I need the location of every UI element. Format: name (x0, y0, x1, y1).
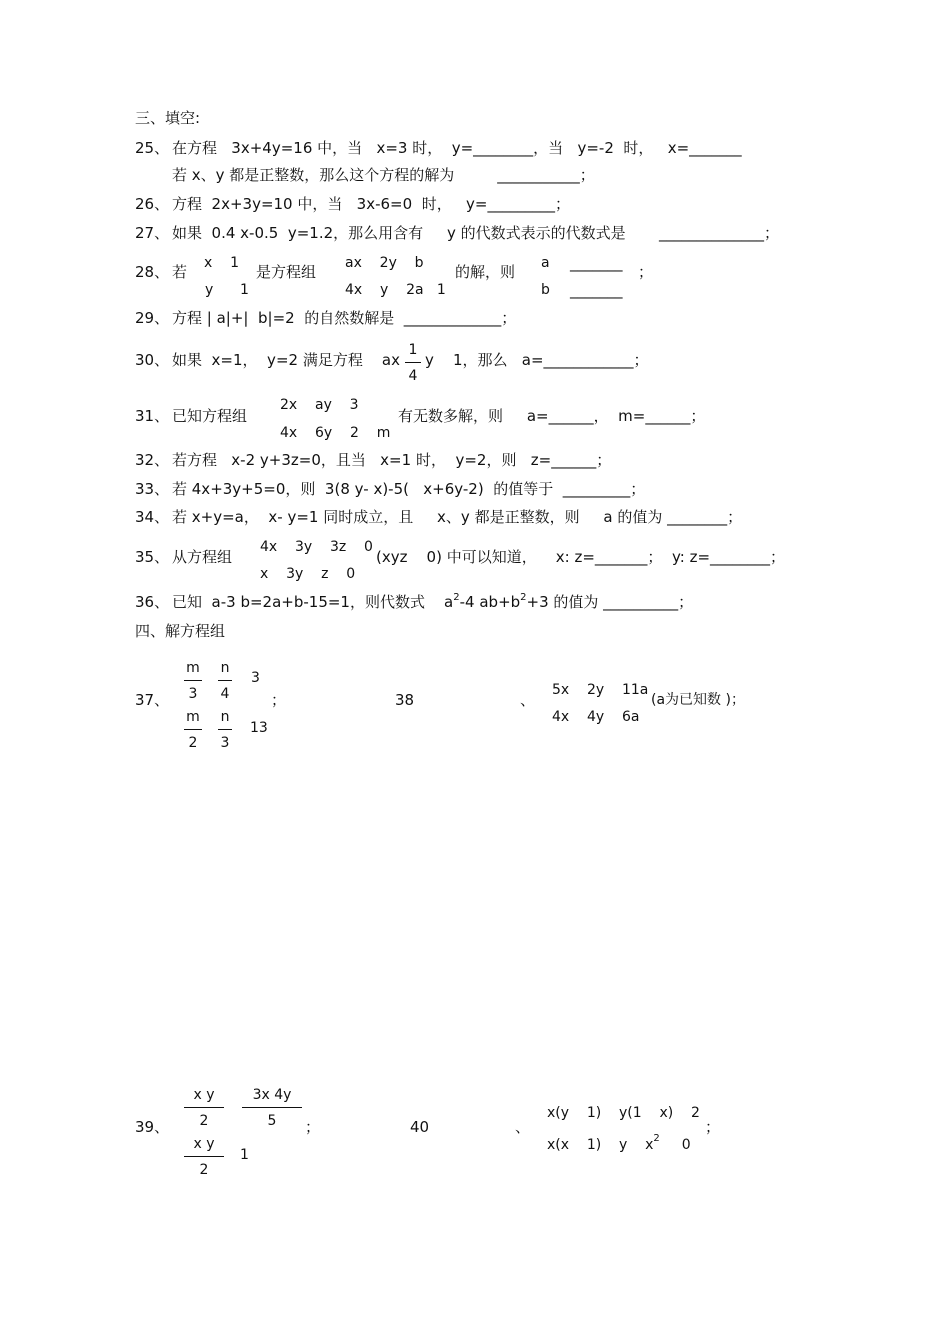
q37-frac-n4-bar (218, 680, 232, 681)
q39-frac2 (242, 1088, 302, 1128)
q34-number: 34、 (135, 508, 170, 526)
q37-rhs2: 13 (250, 720, 268, 736)
q28-system-row1: ax 2y b (345, 255, 424, 271)
q35-system-row1: 4x 3y 3z 0 (260, 539, 373, 555)
q37-rhs1: 3 (251, 670, 260, 686)
q31-number: 31、 (135, 407, 170, 425)
q37-frac-m3-num: m (186, 660, 200, 676)
q28-number: 28、 (135, 263, 170, 281)
q25-line2: 若 x、y 都是正整数，那么这个方程的解为 ___________； (172, 166, 595, 184)
q37-semicolon: ； (271, 691, 287, 709)
q36-number: 36、 (135, 593, 170, 611)
q40-row2-sup: 2 (653, 1133, 660, 1144)
q38-system-row1: 5x 2y 11a (552, 682, 649, 698)
q36-sup1: 2 (453, 592, 460, 603)
q39-frac2-num: 3x 4y (252, 1087, 292, 1103)
q26-text: 方程 2x+3y=10 中，当 3x-6=0 时， y=_________； (172, 195, 570, 213)
q38-separator: 、 (520, 691, 536, 709)
q30-post: y 1，那么 a=____________； (425, 351, 649, 369)
q37-frac-n3-num: n (220, 709, 230, 725)
q28-var-b: b (541, 282, 550, 298)
q25-number: 25、 (135, 139, 170, 157)
q37-frac-n4-num: n (220, 660, 230, 676)
q31-system-row1: 2x ay 3 (280, 397, 359, 413)
q39-semicolon: ； (305, 1118, 321, 1136)
q28-blank-a: _______ (570, 254, 623, 272)
q30-fraction (405, 343, 421, 383)
q28-semicolon: ； (638, 263, 654, 281)
q32-text: 若方程 x-2 y+3z=0，且当 x=1 时， y=2，则 z=______； (172, 451, 612, 469)
q28-var-a: a (541, 255, 550, 271)
q35-post: (xyz 0) 中可以知道， x: z=_______； y: z=________； (376, 548, 786, 566)
q35-pre: 从方程组 (172, 548, 233, 566)
q40-row2-a: x(x 1) y x (547, 1137, 654, 1153)
q39-frac1-num: x y (193, 1087, 215, 1103)
q35-system-row2: x 3y z 0 (260, 566, 356, 582)
q39-number: 39、 (135, 1118, 170, 1136)
q26-number: 26、 (135, 195, 170, 213)
q37-frac-n3-den: 3 (220, 735, 230, 751)
q37-frac-m2 (184, 710, 202, 750)
q40-system-row1: x(y 1) y(1 x) 2 (547, 1105, 700, 1121)
q37-frac-m3-bar (184, 680, 202, 681)
q39-frac1 (184, 1088, 224, 1128)
q36-post: +3 的值为 __________； (526, 593, 694, 611)
q39-frac3-den: 2 (199, 1162, 209, 1178)
q34-text: 若 x+y=a， x- y=1 同时成立，且 x、y 都是正整数，则 a 的值为 ________； (172, 508, 743, 526)
q40-system-row2 (547, 1133, 691, 1153)
q28-matrix-row2: y 1 (205, 282, 249, 298)
q36-sup2: 2 (520, 592, 527, 603)
q30-frac-den: 4 (408, 368, 418, 384)
q30-frac-num: 1 (408, 342, 418, 358)
q40-row2-b: 0 (681, 1137, 691, 1153)
q28-system-row2: 4x y 2a 1 (345, 282, 446, 298)
q28-ruo: 若 (172, 263, 188, 281)
q27-number: 27、 (135, 224, 170, 242)
q39-frac2-bar (242, 1107, 302, 1108)
q33-number: 33、 (135, 480, 170, 498)
q37-frac-m2-bar (184, 729, 202, 730)
q37-frac-n4-den: 4 (220, 686, 230, 702)
q39-frac2-den: 5 (267, 1113, 277, 1129)
q39-frac1-bar (184, 1107, 224, 1108)
q30-number: 30、 (135, 351, 170, 369)
q36-mid: -4 ab+b (459, 593, 521, 611)
q40-semicolon: ； (705, 1118, 721, 1136)
q28-mid: 是方程组 (256, 263, 317, 281)
q39-rhs: 1 (240, 1147, 249, 1163)
q37-frac-n3-bar (218, 729, 232, 730)
q35-number: 35、 (135, 548, 170, 566)
q29-text: 方程 | a|+| b|=2 的自然数解是 _____________； (172, 309, 517, 327)
q40-number: 40 (410, 1118, 430, 1136)
q33-text: 若 4x+3y+5=0，则 3(8 y- x)-5( x+6y-2) 的值等于 _________； (172, 480, 646, 498)
q38-number: 38 (395, 691, 415, 709)
q31-post: 有无数多解，则 a=______， m=______； (398, 407, 706, 425)
q32-number: 32、 (135, 451, 170, 469)
q36-pre: 已知 a-3 b=2a+b-15=1，则代数式 a (172, 593, 454, 611)
q31-pre: 已知方程组 (172, 407, 248, 425)
q38-system-row2: 4x 4y 6a (552, 709, 640, 725)
q37-frac-m3 (184, 661, 202, 701)
section-fill-blank-heading: 三、填空: (135, 109, 201, 127)
q37-frac-n4 (218, 661, 232, 701)
q28-blank-b: _______ (570, 281, 623, 299)
section-solve-systems-heading: 四、解方程组 (135, 622, 226, 640)
q30-frac-bar (405, 362, 421, 363)
q37-frac-m2-den: 2 (188, 735, 198, 751)
q27-text: 如果 0.4 x-0.5 y=1.2，那么用含有 y 的代数式表示的代数式是 ______________； (172, 224, 780, 242)
q36-text (172, 592, 694, 611)
q37-number: 37、 (135, 691, 170, 709)
q29-number: 29、 (135, 309, 170, 327)
q39-frac1-den: 2 (199, 1113, 209, 1129)
q25-line1: 在方程 3x+4y=16 中，当 x=3 时， y=________，当 y=-2 时， x=_______ (172, 139, 742, 157)
q38-note: (a为已知数 )； (651, 692, 745, 708)
q28-matrix-row1: x 1 (204, 255, 239, 271)
q28-tail: 的解，则 (455, 263, 516, 281)
q37-frac-m3-den: 3 (188, 686, 198, 702)
q39-frac3-bar (184, 1156, 224, 1157)
q30-pre: 如果 x=1， y=2 满足方程 ax (172, 351, 400, 369)
q39-frac3-num: x y (193, 1136, 215, 1152)
q37-frac-n3 (218, 710, 232, 750)
q37-frac-m2-num: m (186, 709, 200, 725)
q40-separator: 、 (515, 1118, 531, 1136)
q31-system-row2: 4x 6y 2 m (280, 425, 391, 441)
q39-frac3 (184, 1137, 224, 1177)
